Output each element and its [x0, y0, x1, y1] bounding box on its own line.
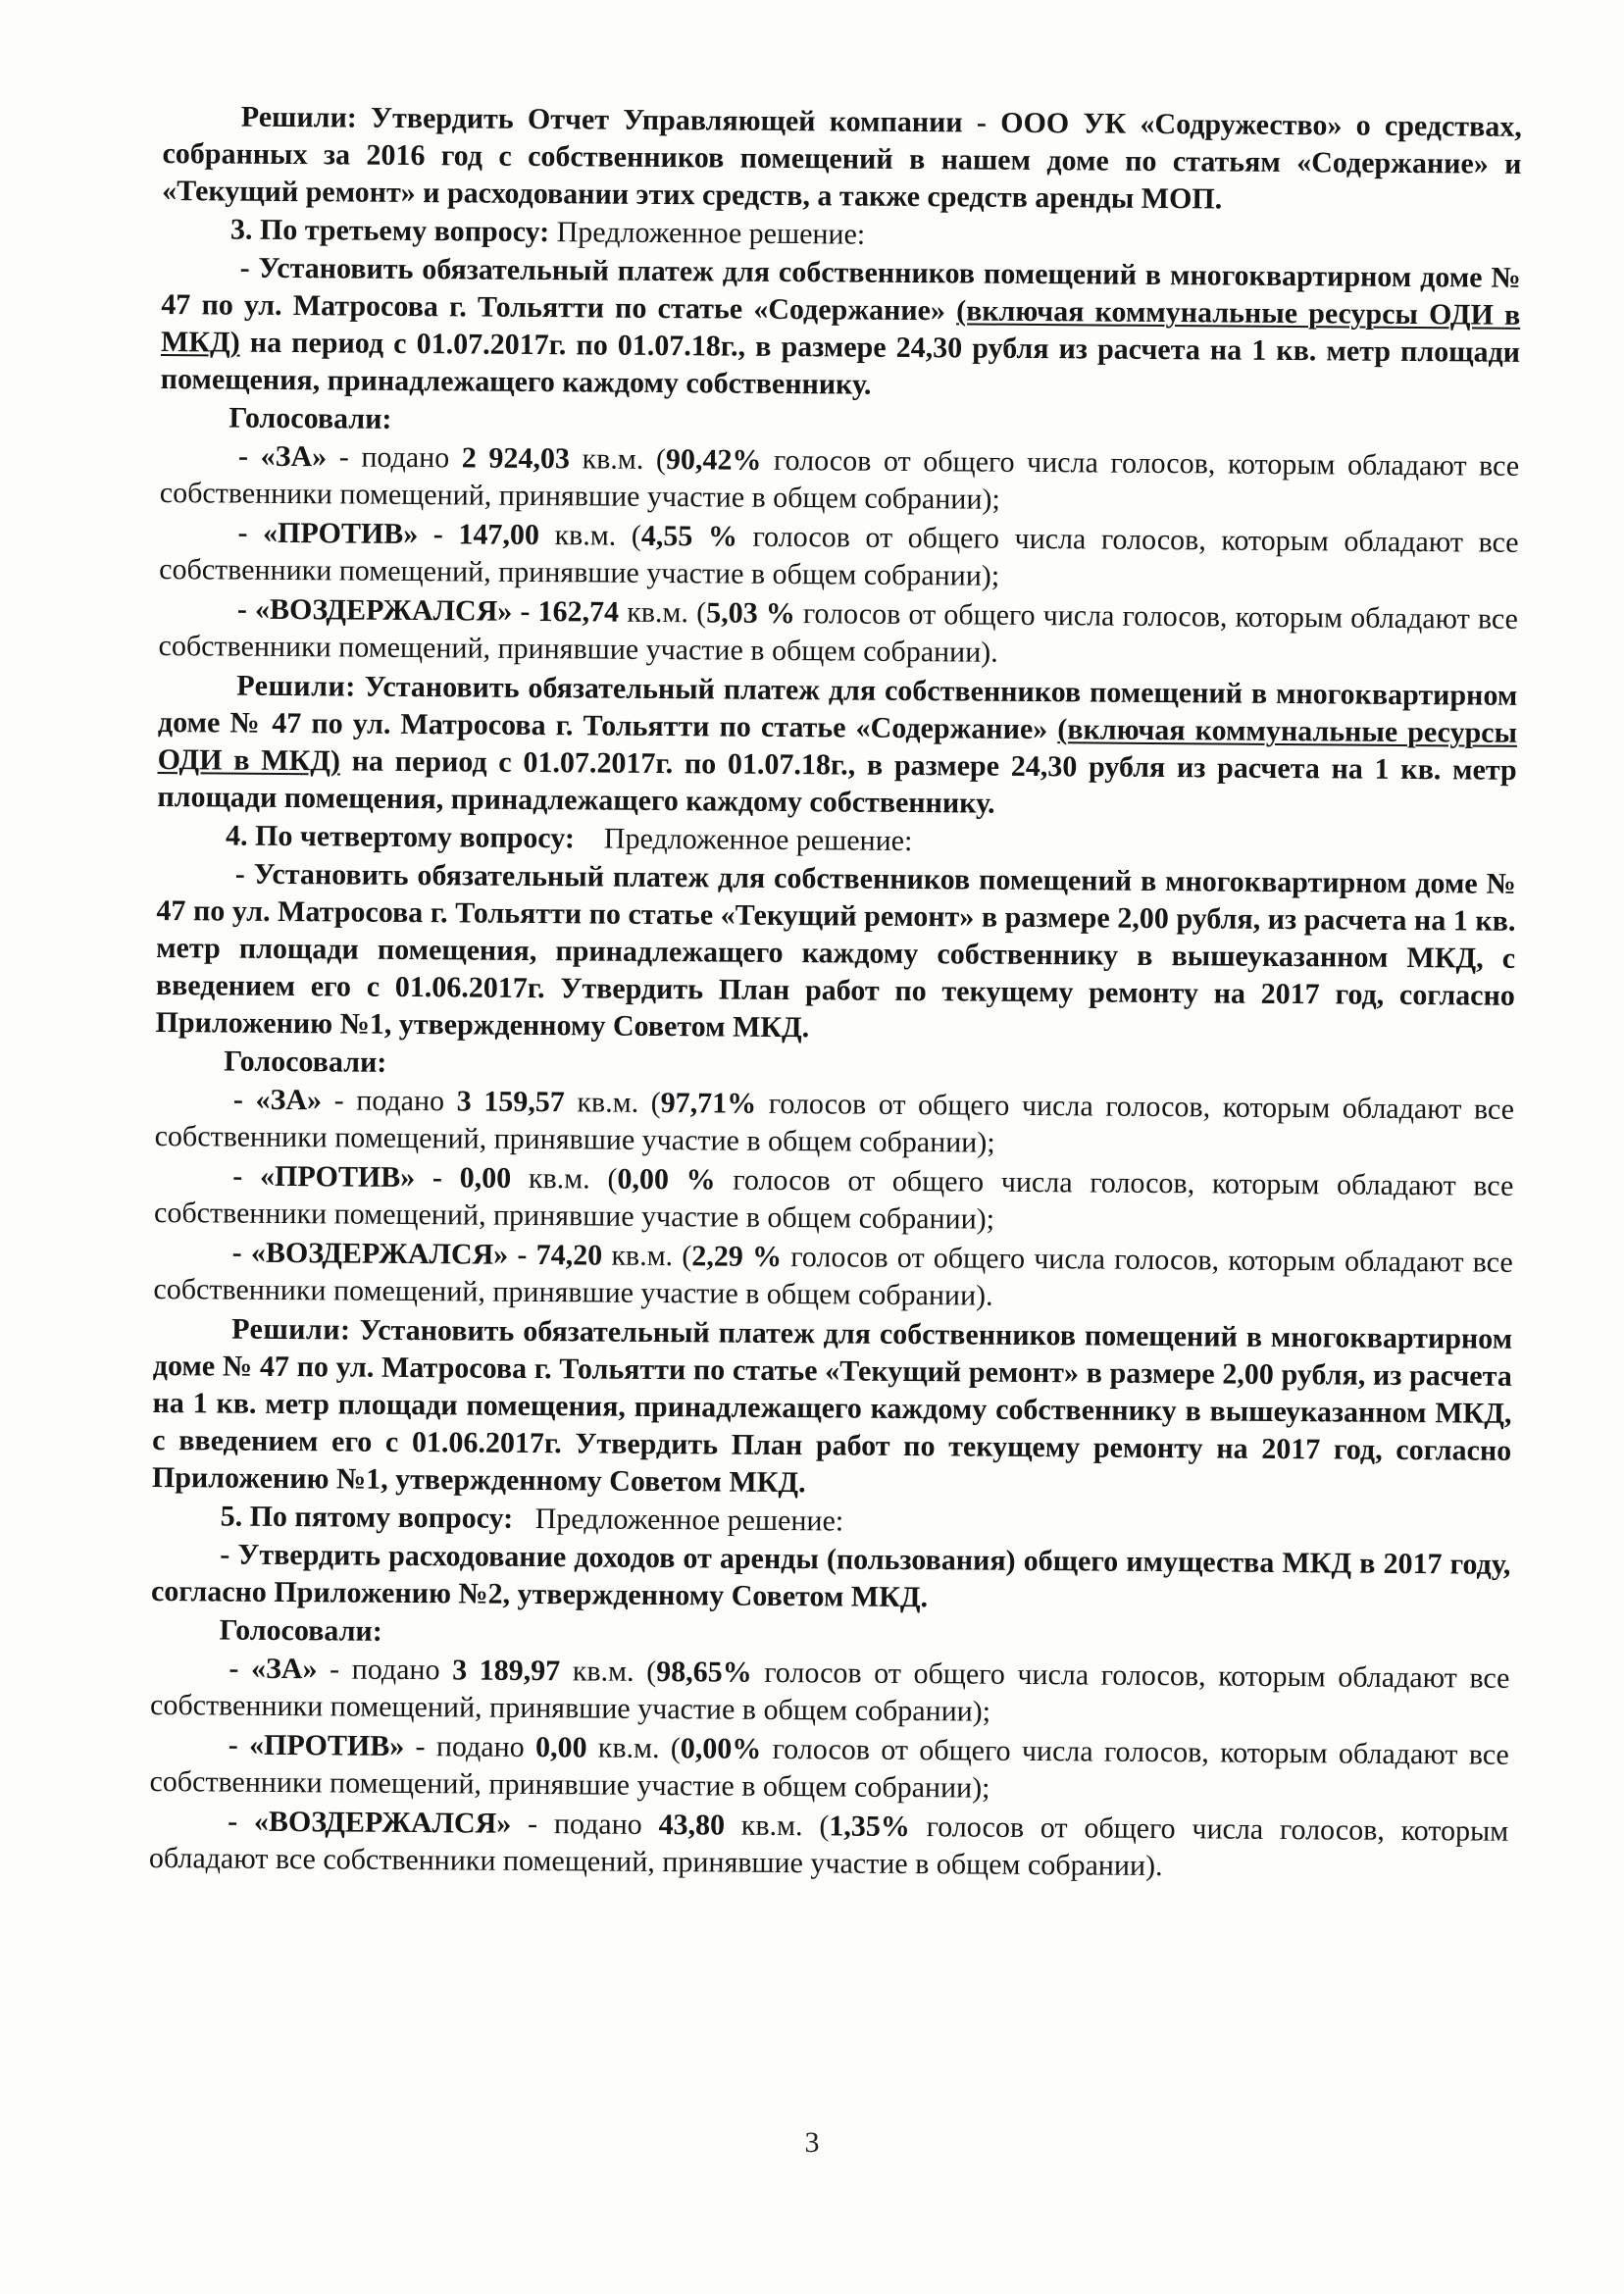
q5-proposal: - Утвердить расходование доходов от аренды (пользования) общего имущества МКД в 2017 году, согласно Приложению №2, утвержденному Советом МКД. — [150, 1538, 1511, 1614]
vote-abstain-label: - «ВОЗДЕРЖАЛСЯ» - 74,20 — [231, 1236, 603, 1272]
vote-rest: голосов от общего числа голосов, которым обладают все собственники помещений, принявшие участие в общем собрании). — [148, 1810, 1509, 1883]
vote-against-pct: 4,55 % — [640, 519, 738, 553]
vote-abstain-pct: 1,35% — [829, 1810, 911, 1844]
vote-for-label: - «ЗА» — [232, 1083, 323, 1117]
q4-decision — [152, 1310, 1512, 1507]
q3-proposal-text-rest: на период с 01.07.2017г. по 01.07.18г., в размере 24,30 рубля из расчета на 1 кв. метр площади помещения, принадлежащего каждому собственнику. — [160, 326, 1521, 401]
vote-unit: кв.м. ( — [577, 1086, 661, 1120]
q3-vote-for — [160, 437, 1520, 523]
q4-vote-for — [155, 1081, 1515, 1166]
q3-decision-text: Установить обязательный платеж для собственников помещений в многоквартирном доме № 47 по ул. Матросова г. Тольятти по статье «Содержание» — [157, 670, 1518, 746]
vote-abstain-pre: - подано — [527, 1807, 642, 1841]
vote-against-pre: - подано — [415, 1730, 525, 1763]
vote-abstain-pct: 2,29 % — [691, 1240, 783, 1273]
q5-vote-against — [149, 1726, 1509, 1811]
page-number: 3 — [804, 2126, 820, 2159]
q5-voted-label: Голосовали: — [219, 1613, 382, 1648]
vote-for-area: 2 924,03 — [461, 441, 571, 476]
decision-label: Решили: — [236, 669, 356, 703]
vote-against-label: - «ПРОТИВ» - 0,00 — [232, 1159, 512, 1195]
vote-rest: голосов от общего числа голосов, которым обладают все собственники помещений, принявшие участие в общем собрании); — [154, 1087, 1515, 1159]
vote-rest: голосов от общего числа голосов, которым обладают все собственники помещений, принявшие участие в общем собрании); — [153, 1163, 1514, 1236]
vote-rest: голосов от общего числа голосов, которым обладают все собственники помещений, принявшие участие в общем собрании); — [159, 443, 1520, 516]
q3-proposal-text: - Установить обязательный платеж для собственников помещений в многоквартирном доме № 47 по ул. Матросова г. Тольятти по статье «Содержание» — [161, 251, 1521, 328]
vote-unit: кв.м. ( — [528, 1161, 618, 1196]
vote-unit: кв.м. ( — [554, 519, 641, 552]
q5-heading: 5. По пятому вопросу: — [220, 1500, 514, 1535]
q4-heading: 4. По четвертому вопросу: — [225, 819, 576, 855]
q3-vote-against — [159, 514, 1519, 599]
vote-against-label: - «ПРОТИВ» — [228, 1728, 405, 1762]
q3-decision-text-rest: на период с 01.07.2017г. по 01.07.18г., в размере 24,30 рубля из расчета на 1 кв. метр площади помещения, принадлежащего каждому собственнику. — [157, 744, 1517, 820]
vote-abstain-label: - «ВОЗДЕРЖАЛСЯ» — [228, 1805, 512, 1840]
document-body — [149, 98, 1522, 1890]
decision-label: Решили: — [231, 1312, 351, 1347]
decision-label: Решили: — [240, 100, 357, 134]
vote-unit: кв.м. ( — [582, 442, 667, 477]
decision-report-paragraph — [162, 98, 1522, 221]
q4-vote-abstain — [153, 1234, 1513, 1319]
vote-abstain-label: - «ВОЗДЕРЖАЛСЯ» - 162,74 — [236, 592, 620, 629]
vote-for-pre: - подано — [329, 1653, 440, 1687]
q5-proposed-label: Предложенное решение: — [534, 1503, 844, 1538]
vote-for-label: - «ЗА» — [228, 1652, 318, 1686]
vote-for-label: - «ЗА» — [238, 439, 328, 474]
vote-abstain-area: 43,80 — [658, 1809, 726, 1842]
vote-rest: голосов от общего числа голосов, которым обладают все собственники помещений, принявшие участие в общем собрании). — [153, 1241, 1513, 1312]
vote-for-pre: - подано — [333, 1084, 445, 1118]
q3-heading: 3. По третьему вопросу: — [229, 213, 550, 249]
vote-against-label: - «ПРОТИВ» - 147,00 — [237, 516, 540, 552]
q4-decision-text: Установить обязательный платеж для собственников помещений в многоквартирном доме № 47 по ул. Матросова г. Тольятти по статье «Текущий ремонт» в размере 2,00 рубля, из расчета на 1 кв. метр площади помещения, принадлежащего каждому собственнику в вышеуказанном МКД, с введением его с 01.06.2017г. Утвердить План работ по текущему ремонту на 2017 год, согласно Приложению №1, утвержденному Советом МКД. — [151, 1313, 1513, 1500]
vote-unit: кв.м. ( — [611, 1239, 692, 1273]
vote-against-pct: 0,00% — [680, 1732, 762, 1765]
vote-unit: кв.м. ( — [572, 1655, 657, 1689]
vote-against-area: 0,00 — [534, 1731, 587, 1764]
q5-vote-abstain — [149, 1803, 1509, 1888]
q4-voted-label: Голосовали: — [224, 1045, 387, 1079]
vote-for-pct: 97,71% — [660, 1087, 757, 1120]
vote-for-pct: 98,65% — [656, 1656, 752, 1689]
vote-unit: кв.м. ( — [597, 1731, 682, 1765]
vote-for-pct: 90,42% — [665, 443, 762, 477]
vote-rest: голосов от общего числа голосов, которым обладают все собственники помещений, принявшие участие в общем собрании); — [150, 1656, 1510, 1728]
vote-rest: голосов от общего числа голосов, которым обладают все собственники помещений, принявшие участие в общем собрании); — [149, 1732, 1509, 1805]
vote-rest: голосов от общего числа голосов, которым обладают все собственники помещений, принявшие участие в общем собрании). — [158, 597, 1519, 669]
q3-proposal — [161, 249, 1521, 409]
q3-vote-abstain — [158, 590, 1518, 676]
vote-for-area: 3 189,97 — [452, 1654, 561, 1688]
q3-decision — [157, 667, 1517, 827]
vote-rest: голосов от общего числа голосов, которым обладают все собственники помещений, принявшие участие в общем собрании); — [159, 520, 1519, 592]
q3-decision-underlined: (включая коммунальные ресурсы ОДИ в МКД) — [157, 713, 1518, 778]
vote-abstain-pct: 5,03 % — [706, 596, 795, 631]
decision-text: Утвердить Отчет Управляющей компании - ООО УК «Содружество» о средствах, собранных за 2016 год с собственников помещений в нашем доме по статьям «Содержание» и «Текущий ремонт» и расходовании этих средств, а также средств аренды МОП. — [162, 101, 1522, 216]
vote-for-area: 3 159,57 — [456, 1085, 565, 1119]
q3-proposal-underlined: (включая коммунальные ресурсы ОДИ в МКД) — [160, 294, 1521, 359]
vote-unit: кв.м. ( — [627, 595, 707, 630]
q3-proposed-label: Предложенное решение: — [556, 216, 866, 251]
vote-against-pct: 0,00 % — [617, 1162, 716, 1197]
q3-voted-label: Голосовали: — [228, 401, 392, 435]
q4-vote-against — [154, 1157, 1514, 1243]
q4-proposed-label: Предложенное решение: — [603, 822, 913, 858]
vote-unit: кв.м. ( — [740, 1809, 830, 1843]
q4-proposal: - Установить обязательный платеж для собственников помещений в многоквартирном доме № 47 по ул. Матросова г. Тольятти по статье «Текущий ремонт» в размере 2,00 рубля, из расчета на 1 кв. метр площади помещения, принадлежащего каждому собственнику в вышеуказанном МКД, с введением его с 01.06.2017г. Утвердить План работ по текущему ремонту на 2017 год, согласно Приложению №1, утвержденному Советом МКД. — [155, 857, 1516, 1045]
vote-for-pre: - подано — [338, 440, 450, 475]
q5-vote-for — [150, 1650, 1510, 1735]
